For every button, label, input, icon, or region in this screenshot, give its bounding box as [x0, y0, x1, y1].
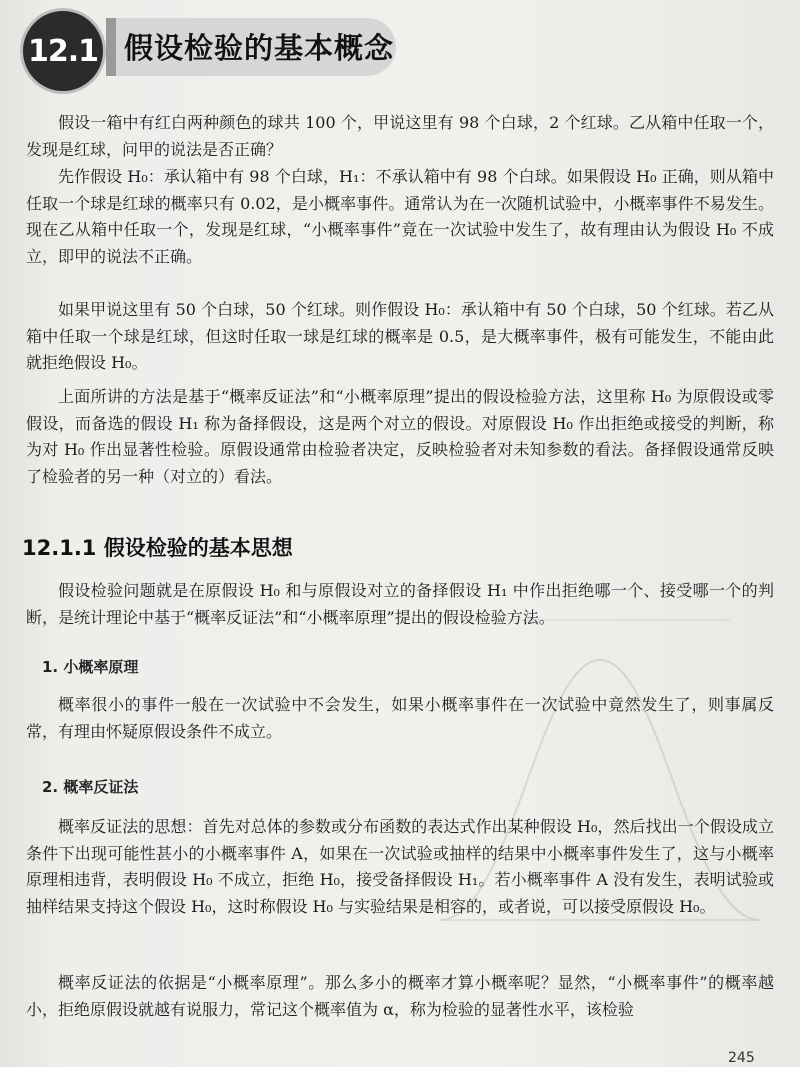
- paragraph-contradiction: 概率反证法的思想：首先对总体的参数或分布函数的表达式作出某种假设 H₀，然后找出一个假设成立条件下出现可能性甚小的小概率事件 A，如果在一次试验或抽样的结果中小概率事件发生了，这与小概率原理相违背，表明假设 H₀ 不成立，拒绝 H₀，接受备择假设 H₁。若小概率事件 A 没有发生，表明试验或抽样结果支持这个假设 H₀，这时称假设 H₀ 与实验结果是相容的，或者说，可以接受原假设 H₀。: [26, 817, 774, 916]
- paragraph-contradiction-basis: 概率反证法的依据是“小概率原理”。那么多小的概率才算小概率呢？显然，“小概率事件”的概率越小，拒绝原假设就越有说服力，常记这个概率值为 α，称为检验的显著性水平，该检验: [26, 973, 774, 1019]
- paragraph-basic-idea: 假设检验问题就是在原假设 H₀ 和与原假设对立的备择假设 H₁ 中作出拒绝哪一个、接受哪一个的判断，是统计理论中基于“概率反证法”和“小概率原理”提出的假设检验方法。: [26, 581, 774, 627]
- paragraph-fifty-balls: 如果甲说这里有 50 个白球，50 个红球。则作假设 H₀：承认箱中有 50 个白球，50 个红球。若乙从箱中任取一个球是红球，但这时任取一球是红球的概率是 0.5，是大概率事件，极有可能发生，不能由此就拒绝假设 H₀。: [26, 300, 774, 372]
- subheading-small-probability: 1. 小概率原理: [42, 658, 139, 676]
- paragraph-small-probability: 概率很小的事件一般在一次试验中不会发生，如果小概率事件在一次试验中竟然发生了，则事属反常，有理由怀疑原假设条件不成立。: [26, 695, 774, 741]
- chapter-header: [0, 0, 800, 100]
- section-number-badge: [20, 8, 106, 94]
- paragraph-assumption: 先作假设 H₀：承认箱中有 98 个白球，H₁：不承认箱中有 98 个白球。如果假设 H₀ 正确，则从箱中任取一个球是红球的概率只有 0.02，是小概率事件。通常认为在一次随机试验中，小概率事件不易发生。现在乙从箱中任取一个，发现是红球，“小概率事件”竟在一次试验中发生了，故有理由认为假设 H₀ 不成立，即甲的说法不正确。: [26, 167, 774, 266]
- page-number: 245: [728, 1050, 755, 1066]
- page-title: 假设检验的基本概念: [124, 31, 395, 65]
- subheading-contradiction: 2. 概率反证法: [42, 778, 139, 796]
- section-number: 12.1: [27, 33, 99, 69]
- paragraph-intro: 假设一箱中有红白两种颜色的球共 100 个，甲说这里有 98 个白球，2 个红球。乙从箱中任取一个，发现是红球，问甲的说法是否正确？: [26, 113, 774, 159]
- section-heading: 12.1.1 假设检验的基本思想: [22, 536, 293, 560]
- paragraph-method: 上面所讲的方法是基于“概率反证法”和“小概率原理”提出的假设检验方法，这里称 H₀ 为原假设或零假设，而备选的假设 H₁ 称为备择假设，这是两个对立的假设。对原假设 H₀ 作出拒绝或接受的判断，称为对 H₀ 作出显著性检验。原假设通常由检验者决定，反映检验者对未知参数的看法。备择假设通常反映了检验者的另一种（对立的）看法。: [26, 387, 774, 486]
